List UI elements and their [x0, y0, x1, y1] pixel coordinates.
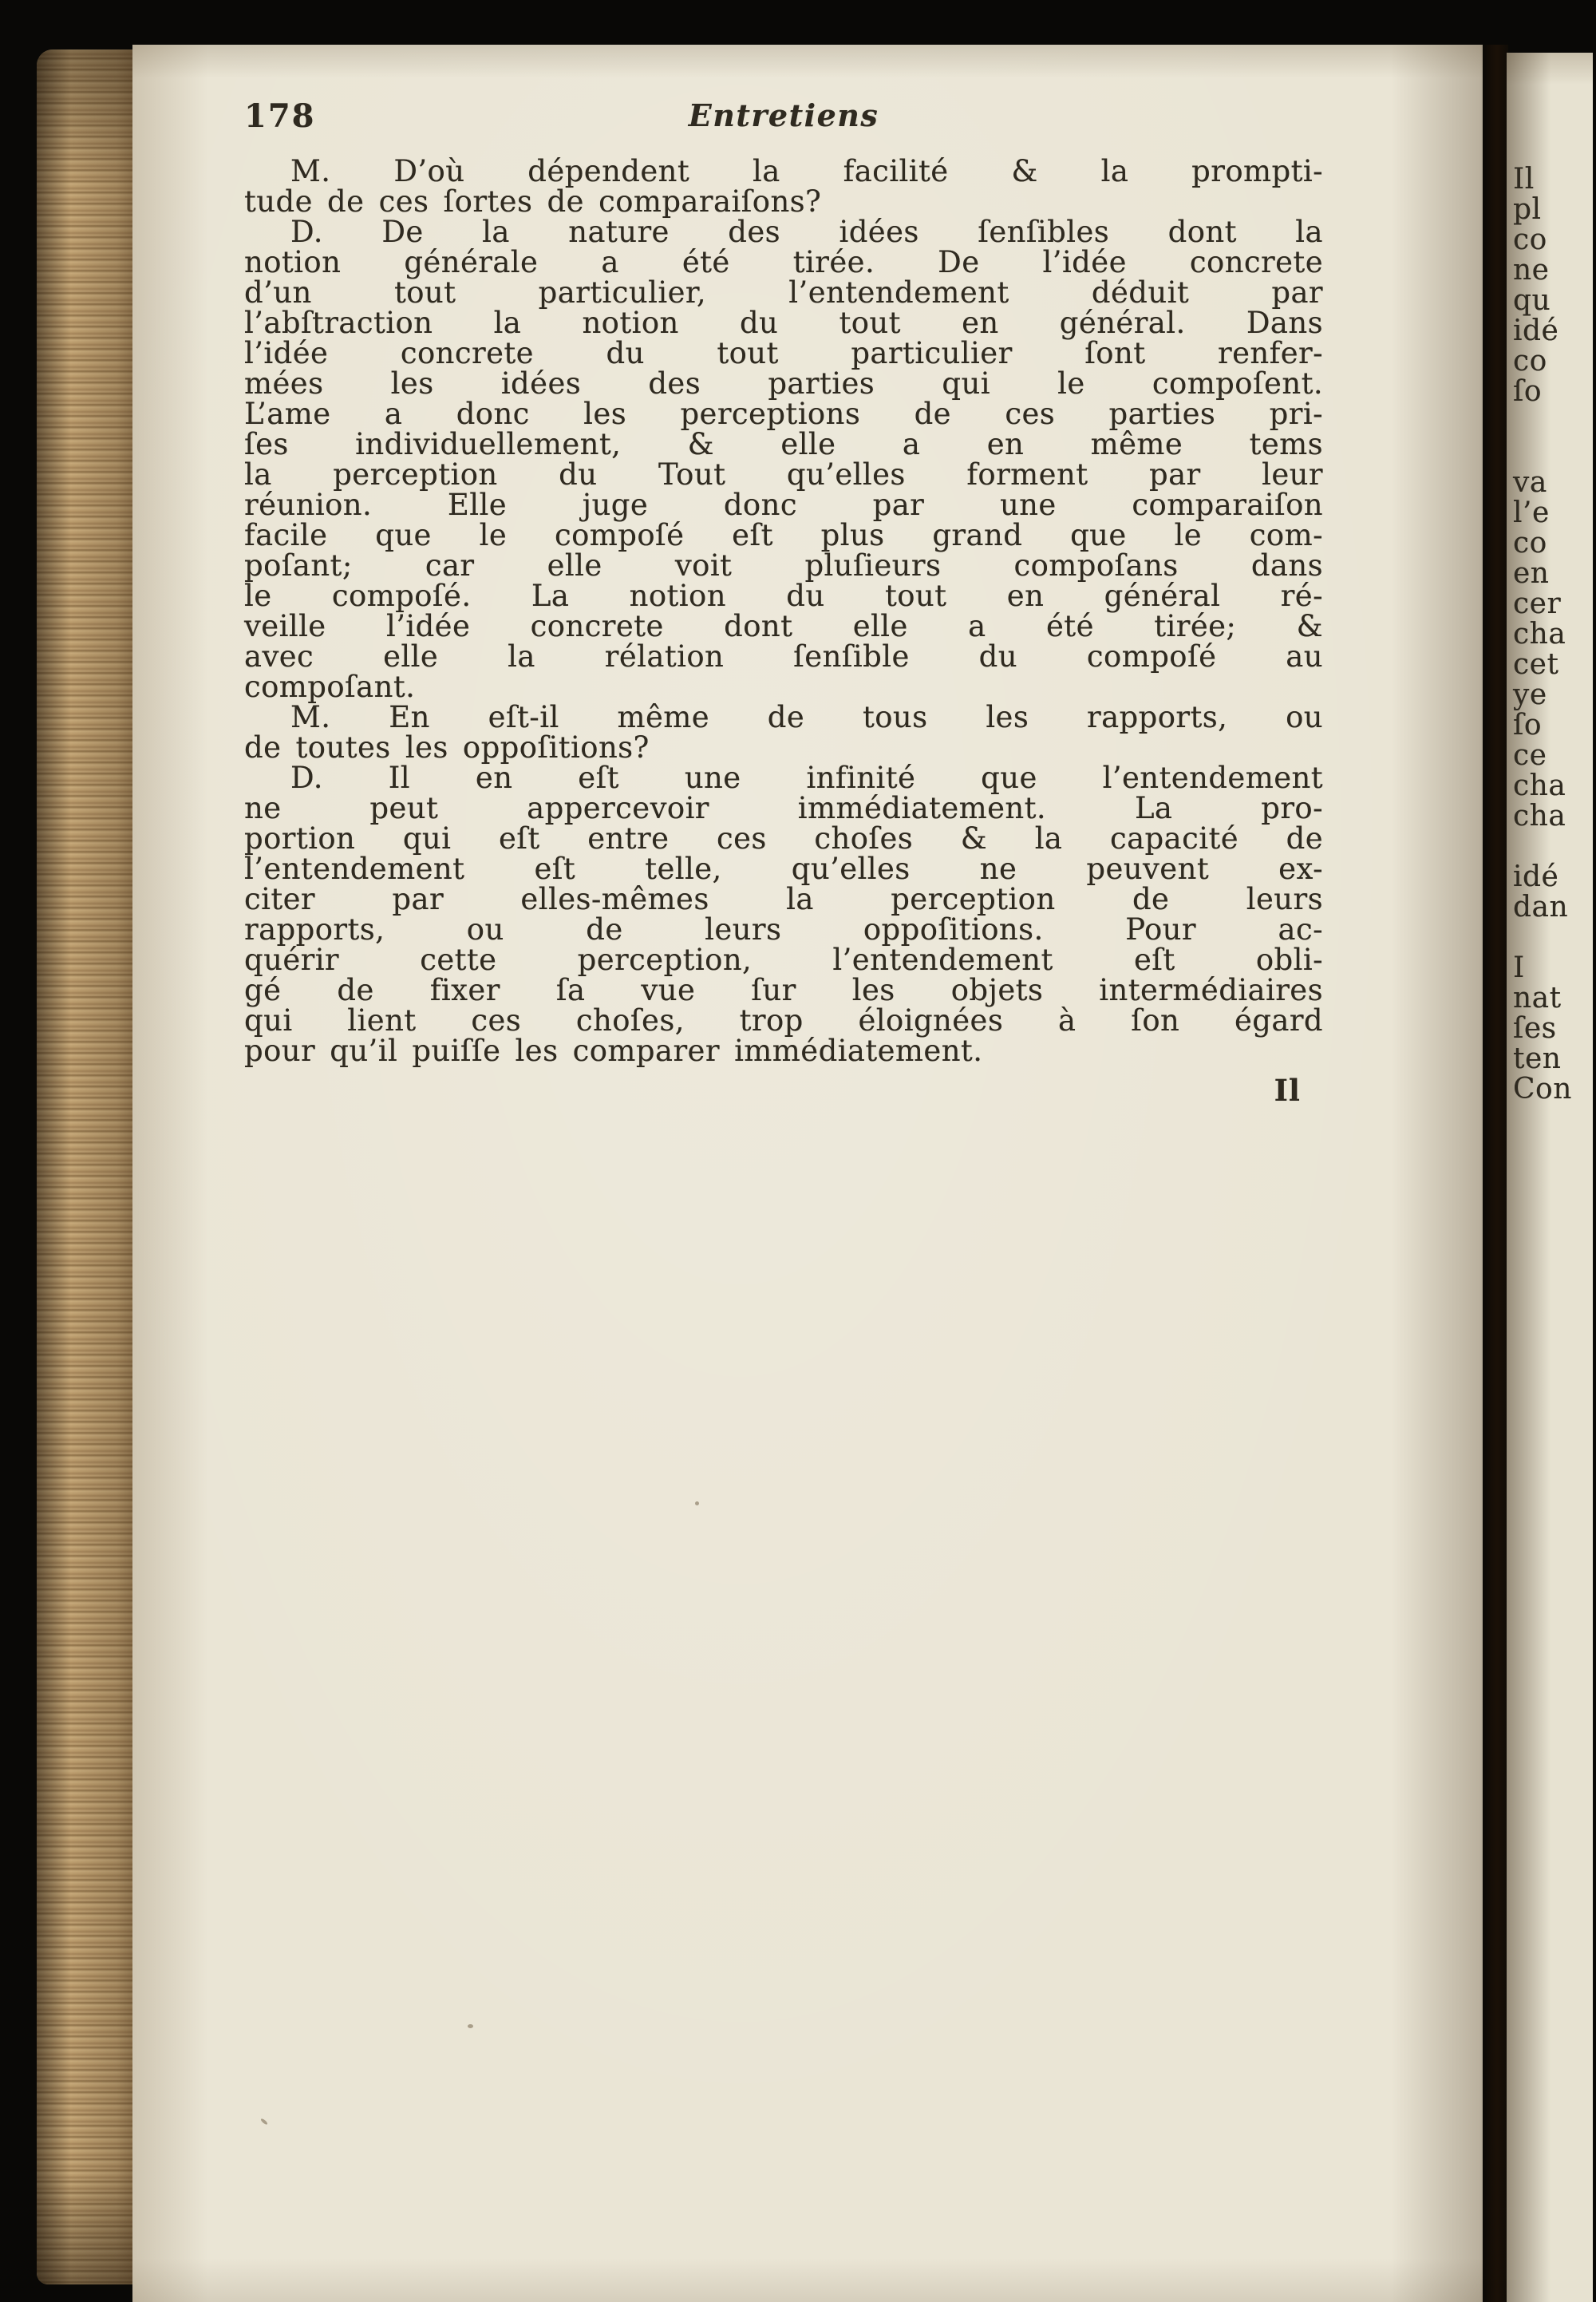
paragraph [244, 156, 1323, 217]
adjacent-page-text-fragment: Con [1513, 1073, 1572, 1106]
text-line: notion générale a été tirée. De l’idée concrete [244, 245, 1323, 279]
text-line: veille l’idée concrete dont elle a été tirée; & [244, 609, 1323, 643]
adjacent-page-text-fragment: co [1513, 527, 1547, 560]
text-line: ne peut appercevoir immédiatement. La pro- [244, 791, 1323, 825]
adjacent-page-text-fragment [1513, 407, 1593, 437]
text-line: l’entendement eſt telle, qu’elles ne peuvent ex- [244, 852, 1323, 886]
text-line: L’ame a donc les perceptions de ces parties pri- [244, 397, 1323, 431]
adjacent-page-text-fragment: cha [1513, 800, 1566, 833]
running-title: Entretiens [688, 97, 879, 133]
text-line: l’idée concrete du tout particulier ſont renfer- [244, 336, 1323, 370]
text-line: quérir cette perception, l’entendement eſt obli- [244, 943, 1323, 977]
adjacent-page-text-fragment: idé [1513, 860, 1559, 893]
adjacent-page-text-fragment: ſes [1513, 1012, 1557, 1045]
adjacent-page-text-fragment: cet [1513, 648, 1559, 681]
text-line: pour qu’il puiſſe les comparer immédiatement. [244, 1034, 983, 1068]
left-page [132, 45, 1483, 2302]
ink-speck [695, 1501, 699, 1505]
text-line: l’abſtraction la notion du tout en général. Dans [244, 306, 1323, 340]
adjacent-page-text-fragment: nat [1513, 982, 1562, 1015]
gutter-shadow [1481, 45, 1508, 2302]
adjacent-page-text-fragment [1513, 923, 1593, 953]
text-line: mées les idées des parties qui le compoſent. [244, 366, 1323, 401]
text-line: D. Il en eſt une infinité que l’entendement [290, 761, 1323, 795]
adjacent-page-text-fragment: ten [1513, 1042, 1562, 1075]
adjacent-page-text-fragment: cha [1513, 618, 1566, 651]
text-line: tude de ces ſortes de comparaiſons? [244, 184, 822, 219]
catchword: Il [1274, 1073, 1301, 1108]
text-line: la perception du Tout qu’elles forment par leur [244, 457, 1323, 492]
adjacent-page-text-fragment: I [1513, 951, 1525, 984]
adjacent-page-text-fragment: ne [1513, 254, 1550, 287]
adjacent-page-text-fragment: en [1513, 557, 1550, 590]
paragraph [244, 763, 1323, 1066]
text-line: M. En eſt-il même de tous les rapports, ou [290, 700, 1323, 734]
adjacent-page-text-fragment: qu [1513, 284, 1551, 317]
text-line: M. D’où dépendent la facilité & la prompti- [290, 154, 1323, 188]
page-edges-texture [37, 49, 134, 2284]
adjacent-page-text [1513, 164, 1593, 1105]
text-line: le compoſé. La notion du tout en général ré- [244, 579, 1323, 613]
paragraph [244, 217, 1323, 702]
page-header [244, 97, 1323, 136]
text-line: réunion. Elle juge donc par une comparaiſon [244, 488, 1323, 522]
adjacent-page-text-fragment: cer [1513, 587, 1562, 620]
text-line: qui lient ces choſes, trop éloignées à ſon égard [244, 1003, 1323, 1038]
text-line: rapports, ou de leurs oppoſitions. Pour ac- [244, 912, 1323, 947]
adjacent-page-text-fragment: ce [1513, 739, 1547, 772]
ink-speck [260, 2118, 268, 2125]
text-block [244, 156, 1323, 1066]
adjacent-page-text-fragment: l’e [1513, 496, 1550, 529]
adjacent-page-text-fragment: ſo [1513, 709, 1542, 742]
adjacent-page-text-fragment: idé [1513, 314, 1559, 347]
adjacent-page-text-fragment: co [1513, 223, 1547, 256]
text-line: D. De la nature des idées ſenſibles dont la [290, 215, 1323, 249]
right-page-sliver [1507, 53, 1593, 2302]
ink-speck [468, 2024, 473, 2028]
paragraph [244, 702, 1323, 763]
text-line: compoſant. [244, 670, 416, 704]
text-line: de toutes les oppoſitions? [244, 730, 650, 765]
adjacent-page-text-fragment [1513, 832, 1593, 862]
text-line: ſes individuellement, & elle a en même tems [244, 427, 1323, 461]
adjacent-page-text-fragment: dan [1513, 891, 1569, 924]
text-line: facile que le compoſé eſt plus grand que le com- [244, 518, 1323, 552]
adjacent-page-text-fragment: va [1513, 466, 1547, 499]
text-line: citer par elles-mêmes la perception de leurs [244, 882, 1323, 916]
adjacent-page-text-fragment: Il [1513, 163, 1535, 196]
adjacent-page-text-fragment: pl [1513, 193, 1542, 226]
adjacent-page-text-fragment: ye [1513, 678, 1547, 711]
text-line: poſant; car elle voit pluſieurs compoſans dans [244, 548, 1323, 583]
text-line: avec elle la rélation ſenſible du compoſé au [244, 639, 1323, 674]
adjacent-page-text-fragment [1513, 437, 1593, 468]
adjacent-page-text-fragment: cha [1513, 769, 1566, 802]
page-number: 178 [244, 97, 316, 135]
adjacent-page-text-fragment: co [1513, 345, 1547, 378]
text-line: gé de fixer ſa vue ſur les objets intermédiaires [244, 973, 1323, 1007]
text-line: portion qui eſt entre ces choſes & la capacité de [244, 821, 1323, 856]
text-line: d’un tout particulier, l’entendement déduit par [244, 275, 1323, 310]
adjacent-page-text-fragment: ſo [1513, 375, 1542, 408]
